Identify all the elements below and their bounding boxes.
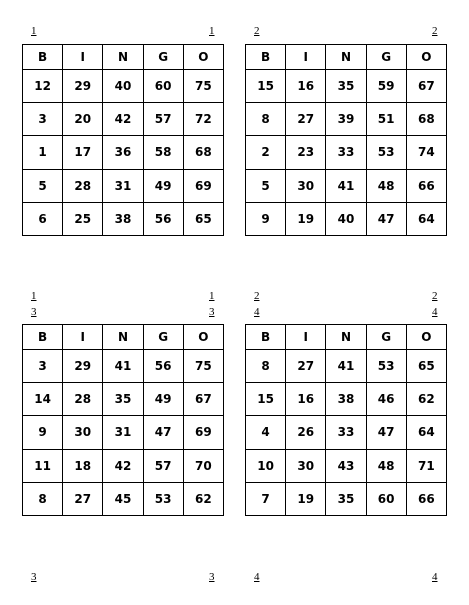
bingo-grid xyxy=(22,44,224,236)
bingo-card xyxy=(22,324,224,516)
bingo-number-cell: 26 xyxy=(286,416,326,449)
bingo-number-cell: 20 xyxy=(63,103,103,136)
corner-label: 3 xyxy=(209,571,215,583)
bingo-number-cell: 65 xyxy=(183,202,223,235)
bingo-number-cell: 33 xyxy=(326,416,366,449)
bingo-row xyxy=(23,103,224,136)
bingo-number-cell: 38 xyxy=(326,383,366,416)
bingo-number-cell: 39 xyxy=(326,103,366,136)
corner-label: 2 xyxy=(254,290,260,302)
bingo-number-cell: 15 xyxy=(246,70,286,103)
bingo-number-cell: 15 xyxy=(246,383,286,416)
bingo-card xyxy=(245,324,447,516)
bingo-number-cell: 3 xyxy=(23,103,63,136)
bingo-row xyxy=(246,103,447,136)
bingo-header-row xyxy=(23,325,224,350)
bingo-number-cell: 40 xyxy=(326,202,366,235)
corner-label: 3 xyxy=(31,306,37,318)
bingo-row xyxy=(246,383,447,416)
bingo-number-cell: 27 xyxy=(63,482,103,515)
bingo-number-cell: 16 xyxy=(286,383,326,416)
bingo-number-cell: 64 xyxy=(406,202,446,235)
corner-label: 1 xyxy=(209,25,215,37)
bingo-number-cell: 42 xyxy=(103,449,143,482)
bingo-number-cell: 19 xyxy=(286,482,326,515)
bingo-number-cell: 30 xyxy=(286,449,326,482)
bingo-number-cell: 5 xyxy=(23,169,63,202)
bingo-number-cell: 68 xyxy=(183,136,223,169)
bingo-header-letter: B xyxy=(246,325,286,350)
corner-label: 2 xyxy=(432,25,438,37)
bingo-row xyxy=(246,482,447,515)
bingo-number-cell: 53 xyxy=(366,136,406,169)
bingo-row xyxy=(23,416,224,449)
bingo-number-cell: 33 xyxy=(326,136,366,169)
bingo-number-cell: 41 xyxy=(326,169,366,202)
bingo-number-cell: 28 xyxy=(63,383,103,416)
bingo-row xyxy=(246,70,447,103)
bingo-number-cell: 27 xyxy=(286,103,326,136)
bingo-header-letter: B xyxy=(246,45,286,70)
bingo-number-cell: 53 xyxy=(143,482,183,515)
bingo-number-cell: 48 xyxy=(366,449,406,482)
bingo-number-cell: 14 xyxy=(23,383,63,416)
corner-label: 2 xyxy=(254,25,260,37)
corner-label: 1 xyxy=(31,290,37,302)
bingo-number-cell: 2 xyxy=(246,136,286,169)
bingo-header-row xyxy=(246,325,447,350)
bingo-header-letter: I xyxy=(286,45,326,70)
bingo-number-cell: 19 xyxy=(286,202,326,235)
bingo-number-cell: 1 xyxy=(23,136,63,169)
bingo-number-cell: 18 xyxy=(63,449,103,482)
bingo-number-cell: 71 xyxy=(406,449,446,482)
bingo-number-cell: 40 xyxy=(103,70,143,103)
bingo-grid xyxy=(245,44,447,236)
bingo-row xyxy=(23,383,224,416)
bingo-number-cell: 31 xyxy=(103,169,143,202)
bingo-header-letter: O xyxy=(183,325,223,350)
bingo-header-letter: N xyxy=(103,325,143,350)
bingo-number-cell: 9 xyxy=(23,416,63,449)
bingo-header-letter: N xyxy=(103,45,143,70)
bingo-number-cell: 30 xyxy=(286,169,326,202)
bingo-row xyxy=(246,136,447,169)
bingo-number-cell: 57 xyxy=(143,449,183,482)
bingo-header-row xyxy=(23,45,224,70)
bingo-header-letter: I xyxy=(63,325,103,350)
bingo-number-cell: 62 xyxy=(406,383,446,416)
bingo-number-cell: 27 xyxy=(286,350,326,383)
bingo-number-cell: 47 xyxy=(143,416,183,449)
corner-label: 4 xyxy=(432,306,438,318)
corner-label: 2 xyxy=(432,290,438,302)
corner-label: 3 xyxy=(31,571,37,583)
bingo-header-letter: I xyxy=(286,325,326,350)
bingo-number-cell: 16 xyxy=(286,70,326,103)
bingo-header-letter: G xyxy=(143,45,183,70)
bingo-number-cell: 67 xyxy=(183,383,223,416)
bingo-number-cell: 9 xyxy=(246,202,286,235)
bingo-card xyxy=(22,44,224,236)
bingo-number-cell: 35 xyxy=(326,70,366,103)
bingo-number-cell: 8 xyxy=(246,103,286,136)
bingo-number-cell: 65 xyxy=(406,350,446,383)
corner-label: 1 xyxy=(209,290,215,302)
bingo-number-cell: 35 xyxy=(326,482,366,515)
bingo-number-cell: 29 xyxy=(63,70,103,103)
bingo-number-cell: 7 xyxy=(246,482,286,515)
bingo-number-cell: 10 xyxy=(246,449,286,482)
bingo-row xyxy=(246,416,447,449)
bingo-number-cell: 57 xyxy=(143,103,183,136)
bingo-number-cell: 28 xyxy=(63,169,103,202)
bingo-number-cell: 42 xyxy=(103,103,143,136)
bingo-number-cell: 6 xyxy=(23,202,63,235)
bingo-number-cell: 53 xyxy=(366,350,406,383)
bingo-row xyxy=(23,70,224,103)
bingo-number-cell: 56 xyxy=(143,350,183,383)
bingo-number-cell: 23 xyxy=(286,136,326,169)
bingo-number-cell: 36 xyxy=(103,136,143,169)
bingo-header-letter: N xyxy=(326,325,366,350)
bingo-number-cell: 67 xyxy=(406,70,446,103)
bingo-header-letter: N xyxy=(326,45,366,70)
bingo-number-cell: 46 xyxy=(366,383,406,416)
bingo-number-cell: 75 xyxy=(183,70,223,103)
bingo-number-cell: 45 xyxy=(103,482,143,515)
bingo-number-cell: 25 xyxy=(63,202,103,235)
corner-label: 4 xyxy=(254,571,260,583)
bingo-number-cell: 66 xyxy=(406,482,446,515)
bingo-number-cell: 68 xyxy=(406,103,446,136)
bingo-number-cell: 51 xyxy=(366,103,406,136)
bingo-row xyxy=(23,449,224,482)
bingo-number-cell: 8 xyxy=(246,350,286,383)
bingo-number-cell: 11 xyxy=(23,449,63,482)
bingo-number-cell: 41 xyxy=(326,350,366,383)
bingo-header-letter: O xyxy=(406,45,446,70)
bingo-row xyxy=(246,169,447,202)
bingo-number-cell: 29 xyxy=(63,350,103,383)
bingo-row xyxy=(23,482,224,515)
bingo-number-cell: 4 xyxy=(246,416,286,449)
bingo-number-cell: 30 xyxy=(63,416,103,449)
bingo-number-cell: 72 xyxy=(183,103,223,136)
bingo-number-cell: 43 xyxy=(326,449,366,482)
bingo-number-cell: 75 xyxy=(183,350,223,383)
bingo-row xyxy=(23,202,224,235)
bingo-number-cell: 35 xyxy=(103,383,143,416)
bingo-number-cell: 69 xyxy=(183,416,223,449)
bingo-header-letter: I xyxy=(63,45,103,70)
bingo-number-cell: 49 xyxy=(143,169,183,202)
bingo-number-cell: 56 xyxy=(143,202,183,235)
bingo-number-cell: 31 xyxy=(103,416,143,449)
bingo-row xyxy=(23,169,224,202)
bingo-row xyxy=(246,202,447,235)
bingo-header-letter: O xyxy=(183,45,223,70)
bingo-row xyxy=(23,350,224,383)
bingo-number-cell: 70 xyxy=(183,449,223,482)
bingo-row xyxy=(246,449,447,482)
bingo-number-cell: 69 xyxy=(183,169,223,202)
bingo-number-cell: 12 xyxy=(23,70,63,103)
bingo-number-cell: 41 xyxy=(103,350,143,383)
bingo-number-cell: 17 xyxy=(63,136,103,169)
corner-label: 1 xyxy=(31,25,37,37)
bingo-number-cell: 47 xyxy=(366,416,406,449)
corner-label: 4 xyxy=(254,306,260,318)
bingo-number-cell: 66 xyxy=(406,169,446,202)
corner-label: 3 xyxy=(209,306,215,318)
bingo-row xyxy=(23,136,224,169)
bingo-header-letter: O xyxy=(406,325,446,350)
bingo-header-letter: B xyxy=(23,325,63,350)
bingo-header-letter: G xyxy=(143,325,183,350)
bingo-number-cell: 74 xyxy=(406,136,446,169)
bingo-grid xyxy=(245,324,447,516)
bingo-header-letter: G xyxy=(366,325,406,350)
bingo-number-cell: 58 xyxy=(143,136,183,169)
bingo-grid xyxy=(22,324,224,516)
bingo-number-cell: 5 xyxy=(246,169,286,202)
bingo-number-cell: 64 xyxy=(406,416,446,449)
corner-label: 4 xyxy=(432,571,438,583)
bingo-number-cell: 38 xyxy=(103,202,143,235)
bingo-number-cell: 60 xyxy=(143,70,183,103)
bingo-header-row xyxy=(246,45,447,70)
bingo-header-letter: B xyxy=(23,45,63,70)
bingo-card xyxy=(245,44,447,236)
bingo-number-cell: 59 xyxy=(366,70,406,103)
bingo-number-cell: 49 xyxy=(143,383,183,416)
bingo-number-cell: 48 xyxy=(366,169,406,202)
bingo-row xyxy=(246,350,447,383)
bingo-number-cell: 47 xyxy=(366,202,406,235)
bingo-number-cell: 60 xyxy=(366,482,406,515)
bingo-number-cell: 62 xyxy=(183,482,223,515)
bingo-number-cell: 3 xyxy=(23,350,63,383)
bingo-header-letter: G xyxy=(366,45,406,70)
bingo-number-cell: 8 xyxy=(23,482,63,515)
